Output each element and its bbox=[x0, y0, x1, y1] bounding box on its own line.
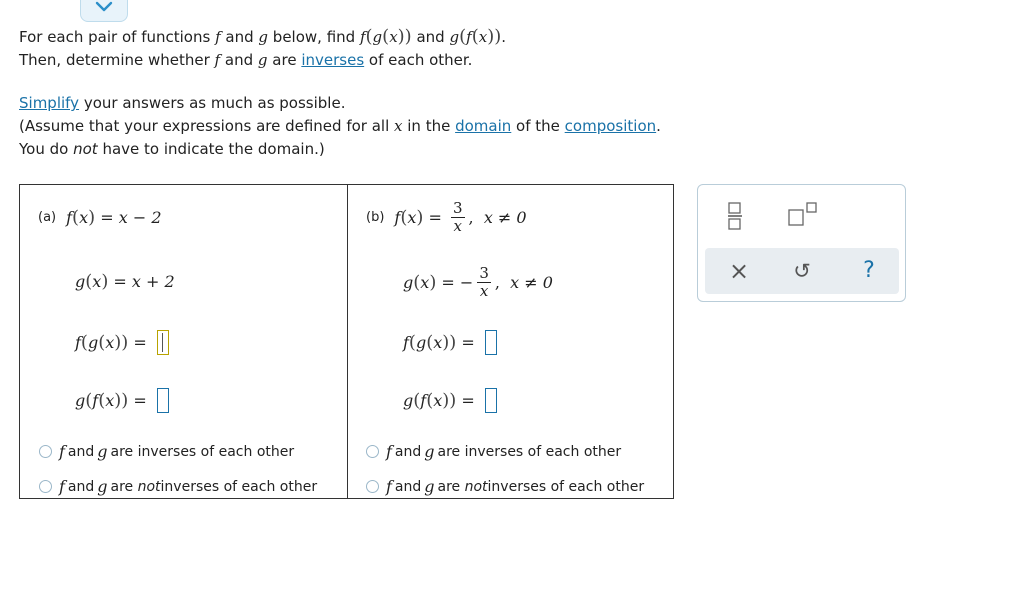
part-b-f-fraction: $\frac{3}{x}$ bbox=[450, 200, 466, 235]
instructions-paragraph-1: For each pair of functions f and g below, find f(g(x)) and g(f(x)). Then, determine whether f and g are inverses of each other. bbox=[19, 26, 507, 69]
part-a-f-definition: (a) f ( x ) = x − 2 bbox=[38, 207, 162, 228]
part-b-fog-row: f ( g ( x )) = bbox=[403, 330, 497, 355]
math-tool-palette bbox=[697, 184, 906, 302]
instructions-paragraph-2: Simplify your answers as much as possible. (Assume that your expressions are defined for all x in the domain of the composition. You do not have to indicate the domain.) bbox=[19, 94, 661, 158]
help-button[interactable] bbox=[855, 257, 883, 285]
part-b-g-definition: g ( x ) = − $\frac{3}{x}$ , x ≠ 0 bbox=[403, 264, 553, 300]
tool-actions-bar bbox=[705, 248, 899, 294]
simplify-link[interactable]: Simplify bbox=[19, 94, 80, 112]
domain-link[interactable]: domain bbox=[455, 117, 512, 135]
undo-button[interactable] bbox=[788, 257, 816, 285]
exponent-tool-button[interactable] bbox=[786, 199, 820, 229]
part-b-gof-row: g ( f ( x )) = bbox=[403, 388, 497, 413]
part-a-fog-answer-input[interactable] bbox=[157, 330, 169, 355]
exponent-icon bbox=[787, 201, 819, 227]
inverses-link[interactable]: inverses bbox=[301, 51, 365, 69]
part-a-panel bbox=[20, 185, 347, 498]
composition-link[interactable]: composition bbox=[564, 117, 657, 135]
part-a-gof-answer-input[interactable] bbox=[157, 388, 169, 413]
help-icon: ? bbox=[863, 258, 875, 283]
part-b-choice-not-inverses[interactable]: f and g are not inverses of each other bbox=[366, 477, 644, 496]
undo-icon: ↺ bbox=[793, 258, 811, 283]
part-b-choice-inverses[interactable]: f and g are inverses of each other bbox=[366, 442, 621, 461]
part-a-inverses-radio[interactable] bbox=[39, 445, 52, 458]
part-a-g-definition: g ( x ) = x + 2 bbox=[75, 271, 175, 292]
chevron-down-icon bbox=[94, 1, 114, 13]
part-b-gof-answer-input[interactable] bbox=[485, 388, 497, 413]
part-a-gof-row: g ( f ( x )) = bbox=[75, 388, 169, 413]
part-b-not-inverses-radio[interactable] bbox=[366, 480, 379, 493]
close-icon: × bbox=[728, 257, 750, 285]
clear-button[interactable] bbox=[725, 257, 753, 285]
part-a-choice-inverses[interactable]: f and g are inverses of each other bbox=[39, 442, 294, 461]
part-b-fog-answer-input[interactable] bbox=[485, 330, 497, 355]
part-b-f-definition: (b) f ( x ) = $\frac{3}{x}$ , x ≠ 0 bbox=[366, 199, 527, 235]
part-b-inverses-radio[interactable] bbox=[366, 445, 379, 458]
collapse-toggle-button[interactable] bbox=[80, 0, 128, 22]
part-b-panel bbox=[348, 185, 675, 498]
part-a-choice-not-inverses[interactable]: f and g are not inverses of each other bbox=[39, 477, 317, 496]
fraction-icon bbox=[727, 201, 743, 231]
part-a-fog-row: f ( g ( x )) = bbox=[75, 330, 169, 355]
problem-table bbox=[19, 184, 674, 499]
part-b-g-fraction: $\frac{3}{x}$ bbox=[476, 265, 492, 300]
fraction-tool-button[interactable] bbox=[724, 199, 746, 233]
part-a-not-inverses-radio[interactable] bbox=[39, 480, 52, 493]
